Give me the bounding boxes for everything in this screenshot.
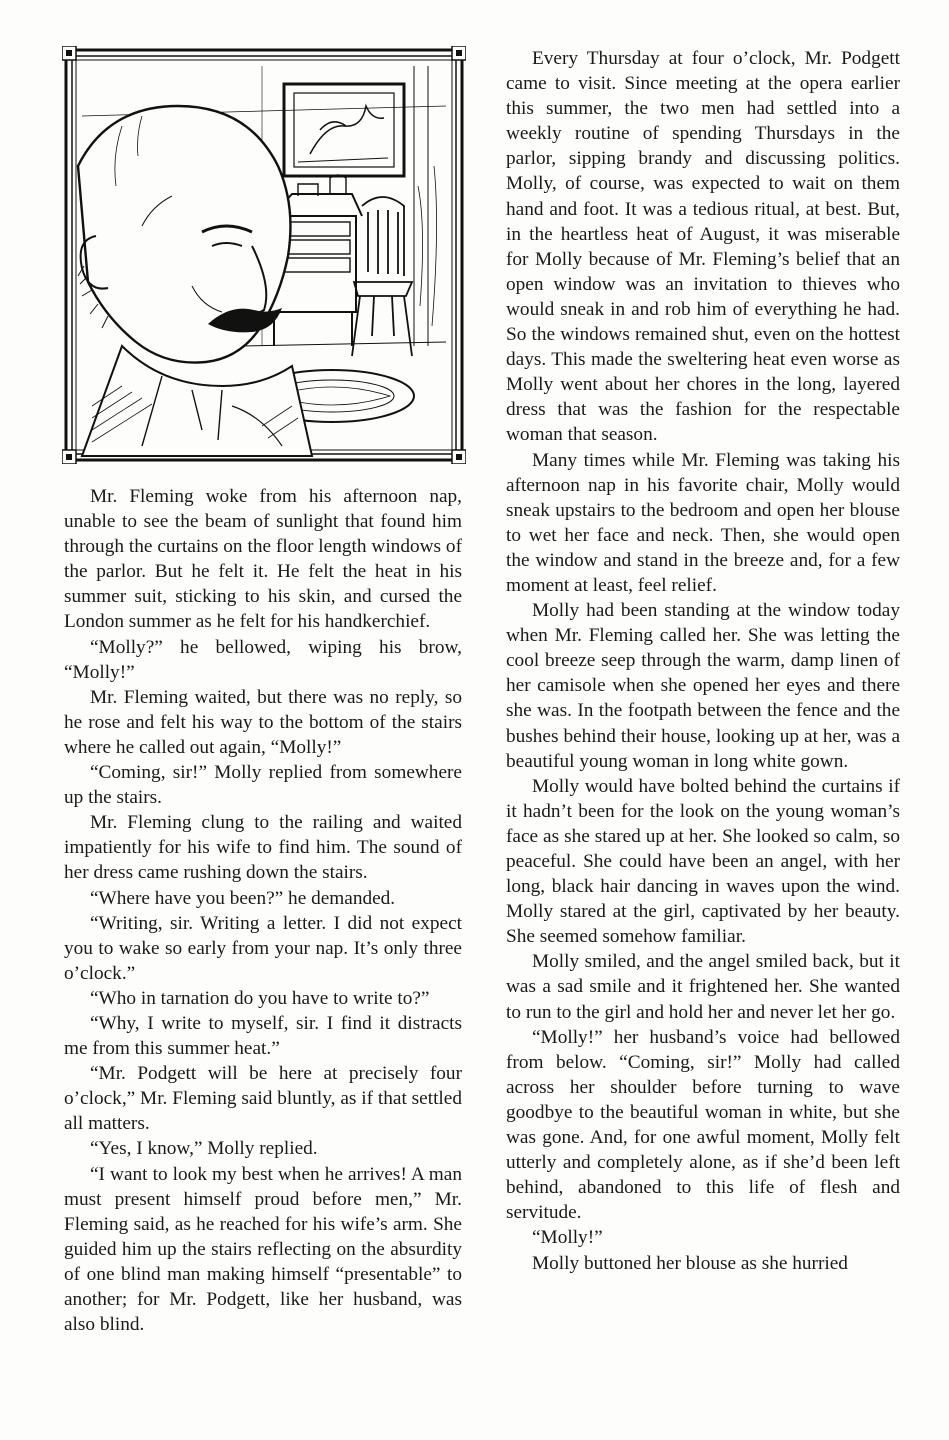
right-column: [506, 46, 900, 1276]
paragraph: Molly would have bolted behind the curtains if it hadn’t been for the look on the young woman’s face as she stared up at her. She looked so calm, so peaceful. She could have been an angel, with her long, black hair dancing in waves upon the wind. Molly stared at the girl, captivated by her beauty. She seemed somehow familiar.: [506, 775, 900, 948]
paragraph: Mr. Fleming clung to the railing and waited impatiently for his wife to find him. The sound of her dress came rushing down the stairs.: [64, 812, 462, 884]
paragraph: “Who in tarnation do you have to write to?”: [90, 987, 430, 1009]
paragraph: Many times while Mr. Fleming was taking his afternoon nap in his favorite chair, Molly would sneak upstairs to the bedroom and open her blouse to wet her face and neck. Then, she would open the window and stand in the breeze and, for a few moment at least, feel relief.: [506, 449, 900, 596]
paragraph: “Molly!”: [532, 1227, 603, 1249]
left-column: [64, 484, 462, 1337]
paragraph: Every Thursday at four o’clock, Mr. Podgett came to visit. Since meeting at the opera earlier this summer, the two men had settled into a weekly routine of spending Thursdays in the parlor, sipping brandy and discussing politics. Molly, of course, was expected to wait on them hand and foot. It was a tedious ritual, at best. But, in the heartless heat of August, it was miserable for Molly because of Mr. Fleming’s belief that an open window was an invitation to thieves who would sneak in and rob him of everything he had. So the windows remained shut, even on the hottest days. This made the sweltering heat even worse as Molly went about her chores in the long, layered dress that was the fashion for the respectable woman that season.: [506, 48, 900, 446]
paragraph: “Molly?” he bellowed, wiping his brow, “Molly!”: [64, 636, 462, 683]
illustration: [62, 46, 466, 464]
paragraph: Molly had been standing at the window today when Mr. Fleming called her. She was letting the cool breeze seep through the warm, damp linen of her camisole when she opened her eyes and there she was. In the footpath between the fence and the bushes behind their house, looking up at her, was a beautiful young woman in long white gown.: [506, 600, 900, 772]
illustration-frame: [62, 46, 466, 464]
paragraph: “Why, I write to myself, sir. I find it distracts me from this summer heat.”: [64, 1012, 462, 1060]
paragraph: “Mr. Podgett will be here at precisely four o’clock,” Mr. Fleming said bluntly, as if that settled all matters.: [64, 1063, 462, 1135]
paragraph: Mr. Fleming woke from his afternoon nap, unable to see the beam of sunlight that found him through the curtains on the floor length windows of the parlor. But he felt it. He felt the heat in his summer suit, sticking to his skin, and cursed the London summer as he felt for his handkerchief.: [64, 486, 462, 633]
paragraph: “Molly!” her husband’s voice had bellowed from below. “Coming, sir!” Molly had called across her shoulder before turning to wave goodbye to the beautiful woman in white, but she was gone. And, for one awful moment, Molly felt utterly and completely alone, as if she’d been left behind, abandoned to this life of flesh and servitude.: [506, 1026, 900, 1224]
paragraph: “Writing, sir. Writing a letter. I did not expect you to wake so early from your nap. It’s only three o’clock.”: [64, 912, 462, 984]
paragraph: Mr. Fleming waited, but there was no reply, so he rose and felt his way to the bottom of the stairs where he called out again, “Molly!”: [64, 686, 462, 758]
paragraph: “Where have you been?” he demanded.: [90, 887, 396, 909]
paragraph: “Coming, sir!” Molly replied from somewhere up the stairs.: [64, 762, 462, 809]
paragraph: “I want to look my best when he arrives! A man must present himself proud before men,” Mr. Fleming said, as he reached for his wife’s arm. She guided him up the stairs reflecting on the absurdity of one blind man making himself “presentable” to another; for Mr. Podgett, like her husband, was also blind.: [64, 1163, 462, 1336]
paragraph: Molly buttoned her blouse as she hurried: [532, 1252, 848, 1274]
paragraph: Molly smiled, and the angel smiled back, but it was a sad smile and it frightened her. She wanted to run to the girl and hold her and never let her go.: [506, 951, 900, 1023]
paragraph: “Yes, I know,” Molly replied.: [90, 1138, 318, 1160]
